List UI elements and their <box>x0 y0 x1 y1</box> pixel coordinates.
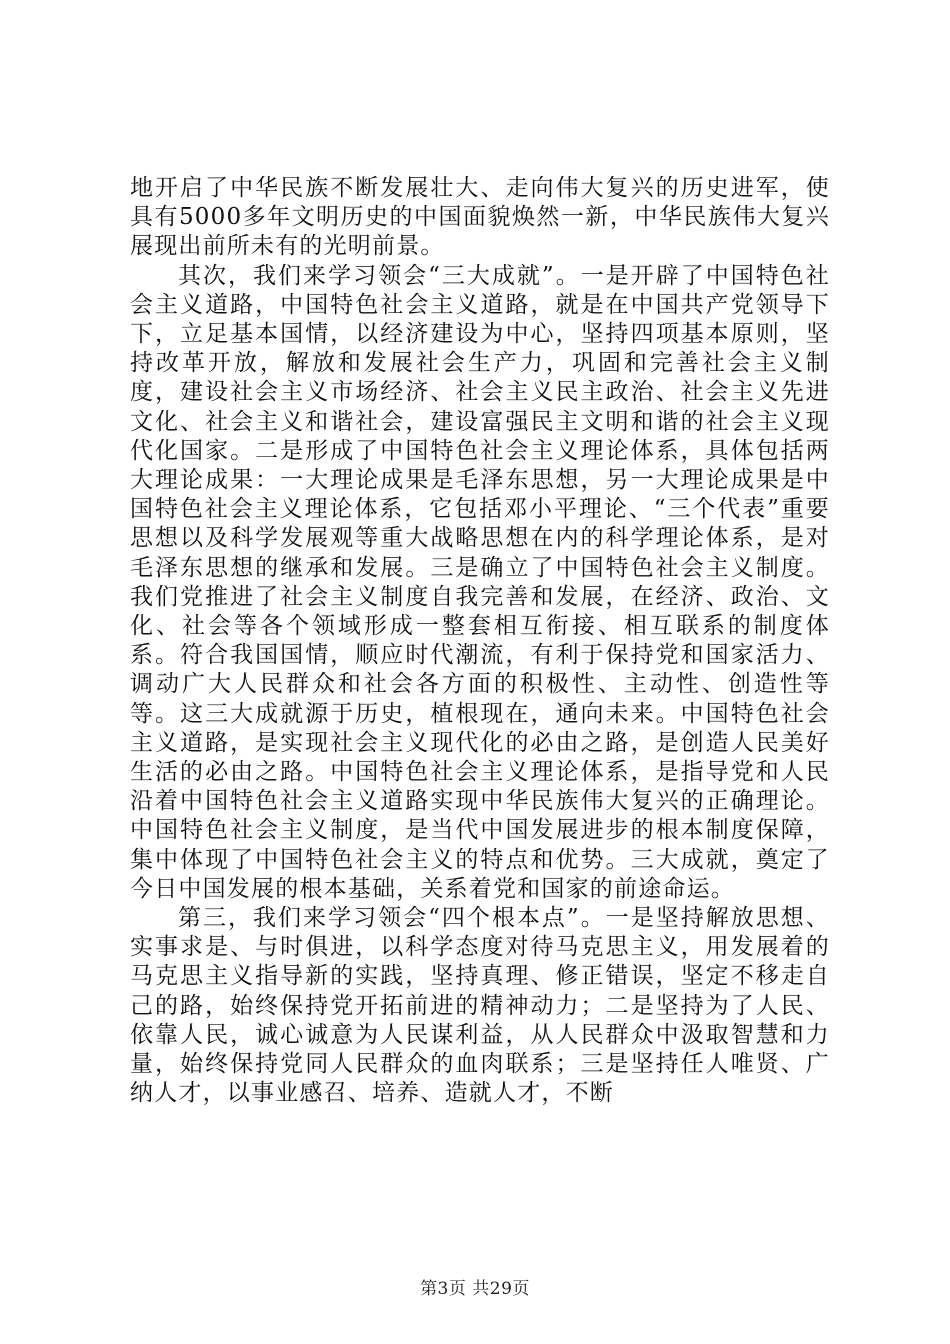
paragraph-four-fundamentals: 第三，我们来学习领会“四个根本点”。一是坚持解放思想、实事求是、与时俱进，以科学态度对待马克思主义，用发展着的马克思主义指导新的实践，坚持真理、修正错误，坚定不移走自己的路，始终保持党开拓前进的精神动力；二是坚持为了人民、依靠人民，诚心诚意为人民谋利益，从人民群众中汲取智慧和力量，始终保持党同人民群众的血肉联系；三是坚持任人唯贤、广纳人才，以事业感召、培养、造就人才，不断 <box>130 905 830 1107</box>
document-body <box>130 174 830 1109</box>
paragraph-three-achievements: 其次，我们来学习领会“三大成就”。一是开辟了中国特色社会主义道路，中国特色社会主义道路，就是在中国共产党领导下下，立足基本国情，以经济建设为中心，坚持四项基本原则，坚持改革开放，解放和发展社会生产力，巩固和完善社会主义制度，建设社会主义市场经济、社会主义民主政治、社会主义先进文化、社会主义和谐社会，建设富强民主文明和谐的社会主义现代化国家。二是形成了中国特色社会主义理论体系，具体包括两大理论成果：一大理论成果是毛泽东思想，另一大理论成果是中国特色社会主义理论体系，它包括邓小平理论、“三个代表”重要思想以及科学发展观等重大战略思想在内的科学理论体系，是对毛泽东思想的继承和发展。三是确立了中国特色社会主义制度。我们党推进了社会主义制度自我完善和发展，在经济、政治、文化、社会等各个领域形成一整套相互衔接、相互联系的制度体系。符合我国国情，顺应时代潮流，有利于保持党和国家活力、调动广大人民群众和社会各方面的积极性、主动性、创造性等等。这三大成就源于历史，植根现在，通向未来。中国特色社会主义道路，是实现社会主义现代化的必由之路，是创造人民美好生活的必由之路。中国特色社会主义理论体系，是指导党和人民沿着中国特色社会主义道路实现中华民族伟大复兴的正确理论。中国特色社会主义制度，是当代中国发展进步的根本制度保障，集中体现了中国特色社会主义的特点和优势。三大成就，奠定了今日中国发展的根本基础，关系着党和国家的前途命运。 <box>130 262 830 902</box>
page-footer: 第3页 共29页 <box>420 1279 530 1299</box>
paragraph-continuation: 地开启了中华民族不断发展壮大、走向伟大复兴的历史进军，使具有5000多年文明历史的中国面貌焕然一新，中华民族伟大复兴展现出前所未有的光明前景。 <box>130 175 830 260</box>
